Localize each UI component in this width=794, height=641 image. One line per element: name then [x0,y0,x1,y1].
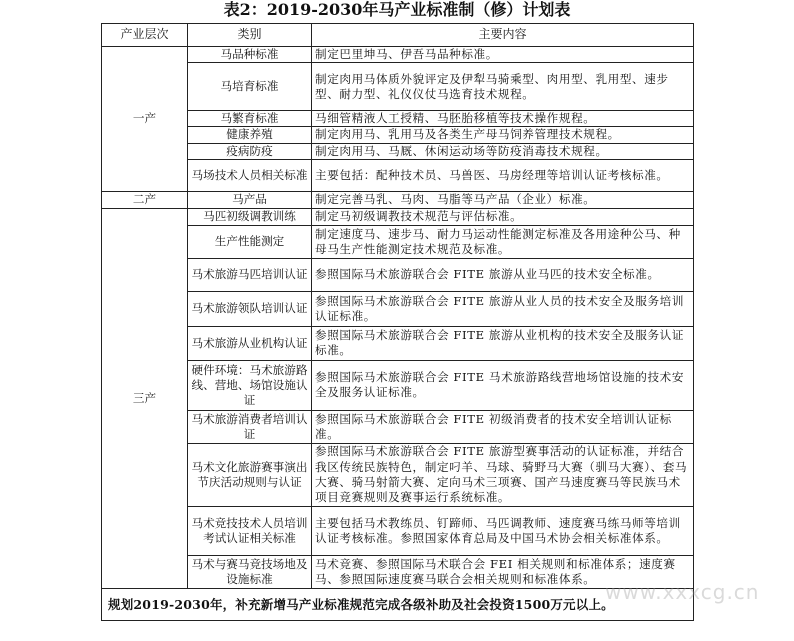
header-row [102,24,694,47]
table-row [102,127,694,143]
category-cell: 马场技术人员相关标准 [188,159,312,191]
category-cell: 马术旅游马匹培训认证 [188,258,312,291]
table-row [102,191,694,208]
category-cell: 马繁育标准 [188,111,312,127]
category-cell: 健康养殖 [188,127,312,143]
table-row [102,208,694,225]
table-row [102,47,694,63]
footer-summary: 规划2019-2030年，补充新增马产业标准规范完成各级补助及社会投资1500万元以上。 [102,588,694,620]
content-cell: 制定巴里坤马、伊吾马品种标准。 [312,47,694,63]
category-cell: 马术与赛马竞技场地及设施标准 [188,555,312,588]
watermark: www.xxxcg.cn [605,580,760,604]
level-primary: 一产 [102,47,188,192]
content-cell: 马术竞赛、参照国际马术联合会 FEI 相关规则和标准体系；速度赛马、参照国际速度赛马联合会相关规则和标准体系。 [312,555,694,588]
content-cell: 制定速度马、速步马、耐力马运动性能测定标准及各用途种公马、种母马生产性能测定技术规范及标准。 [312,225,694,258]
content-cell: 参照国际马术旅游联合会 FITE 旅游型赛事活动的认证标准，并结合我区传统民族特色，制定叼羊、马球、骑野马大赛（驯马大赛）、套马大赛、骑马射箭大赛、定向马术三项赛、国产马速度赛马等民族马术项目竞赛规则及赛事运行系统标准。 [312,443,694,506]
header-level: 产业层次 [102,24,188,47]
table-row [102,159,694,191]
header-category: 类别 [188,24,312,47]
table-title: 表2：2019-2030年马产业标准制（修）计划表 [223,0,571,19]
content-cell: 马细管精液人工授精、马胚胎移植等技术操作规程。 [312,111,694,127]
table-row [102,143,694,159]
category-cell: 马术旅游从业机构认证 [188,326,312,360]
content-cell: 主要包括：配种技术员、马兽医、马房经理等培训认证考核标准。 [312,159,694,191]
category-cell: 马产品 [188,191,312,208]
table-row [102,443,694,506]
category-cell: 马术旅游消费者培训认证 [188,410,312,443]
category-cell: 马品种标准 [188,47,312,63]
table-row [102,410,694,443]
table-row [102,360,694,410]
content-cell: 主要包括马术教练员、钉蹄师、马匹调教师、速度赛马练马师等培训认证考核标准。参照国家体育总局及中国马术协会相关标准体系。 [312,506,694,555]
content-cell: 参照国际马术旅游联合会 FITE 初级消费者的技术安全培训认证标准。 [312,410,694,443]
content-cell: 制定肉用马、乳用马及各类生产母马饲养管理技术规程。 [312,127,694,143]
table-row [102,63,694,111]
content-cell: 参照国际马术旅游联合会 FITE 旅游从业马匹的技术安全标准。 [312,258,694,291]
category-cell: 马匹初级调教训练 [188,208,312,225]
table-row [102,326,694,360]
content-cell: 制定完善马乳、马肉、马脂等马产品（企业）标准。 [312,191,694,208]
category-cell: 马培育标准 [188,63,312,111]
table-row [102,506,694,555]
level-tertiary: 三产 [102,208,188,588]
table-row [102,111,694,127]
category-cell: 马术文化旅游赛事演出节庆活动规则与认证 [188,443,312,506]
content-cell: 参照国际马术旅游联合会 FITE 旅游从业人员的技术安全及服务培训认证标准。 [312,291,694,326]
table-row [102,225,694,258]
table-row [102,291,694,326]
header-content: 主要内容 [312,24,694,47]
content-cell: 制定肉用马体质外貌评定及伊犁马骑乘型、肉用型、乳用型、速步型、耐力型、礼仪仪仗马选育技术规程。 [312,63,694,111]
category-cell: 硬件环境：马术旅游路线、营地、场馆设施认证 [188,360,312,410]
content-cell: 制定肉用马、马厩、休闲运动场等防疫消毒技术规程。 [312,143,694,159]
content-cell: 参照国际马术旅游联合会 FITE 马术旅游路线营地场馆设施的技术安全及服务认证标准。 [312,360,694,410]
category-cell: 马术旅游领队培训认证 [188,291,312,326]
category-cell: 马术竞技技术人员培训考试认证相关标准 [188,506,312,555]
level-secondary: 二产 [102,191,188,208]
content-cell: 参照国际马术旅游联合会 FITE 旅游从业机构的技术安全及服务认证标准。 [312,326,694,360]
category-cell: 生产性能测定 [188,225,312,258]
content-cell: 制定马初级调教技术规范与评估标准。 [312,208,694,225]
standards-plan-table [101,23,694,621]
category-cell: 疫病防疫 [188,143,312,159]
table-row [102,258,694,291]
